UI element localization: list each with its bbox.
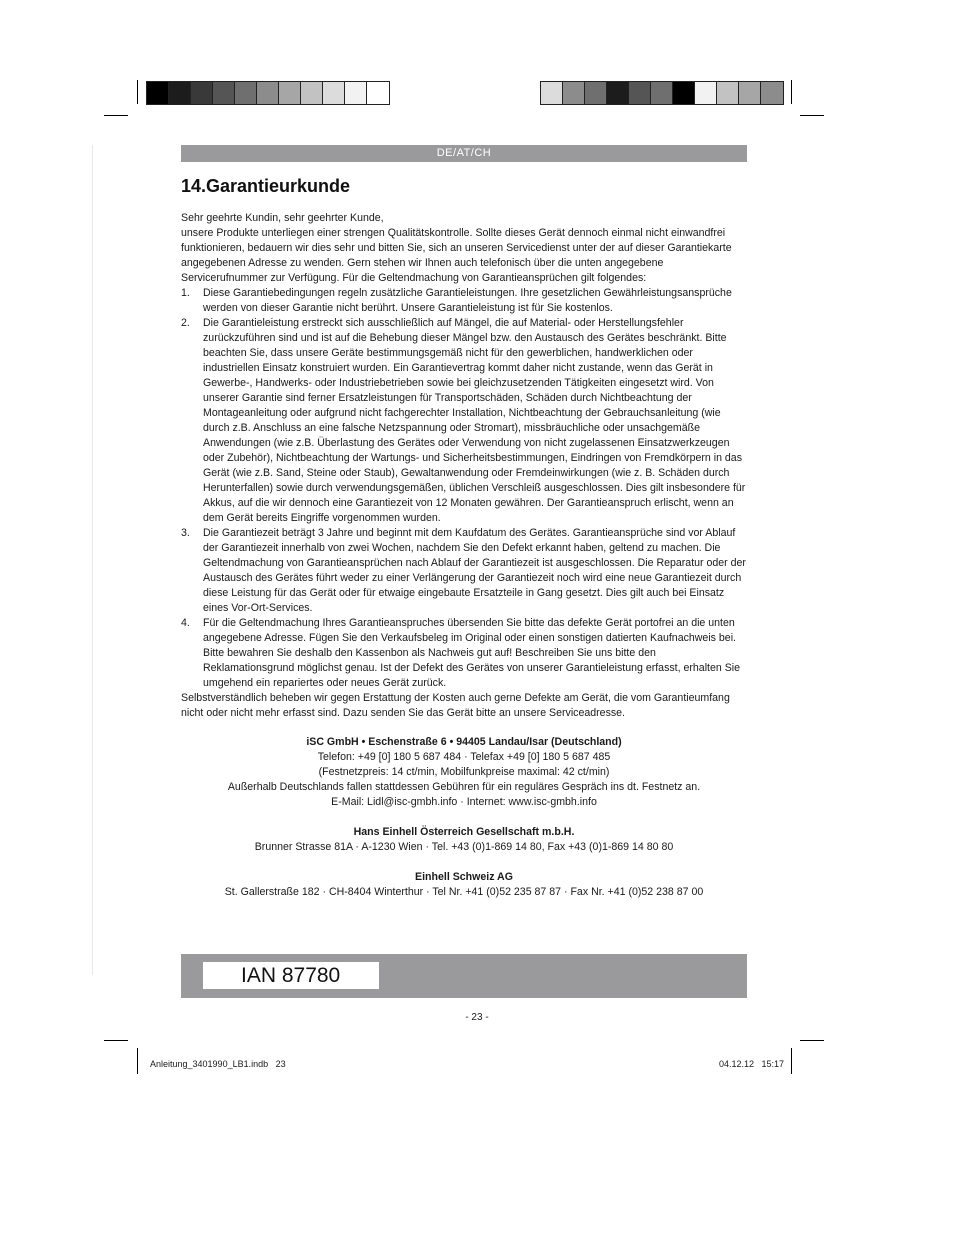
color-swatch (147, 82, 169, 104)
contact-einhell-austria (181, 825, 747, 855)
color-swatch (541, 82, 563, 104)
contact-line: Außerhalb Deutschlands fallen stattdessen Gebühren für ein reguläres Gespräch ins dt. Festnetz an. (227, 781, 701, 793)
crop-mark-top-left-v (137, 80, 138, 104)
list-text: Für die Geltendmachung Ihres Garantieanspruches übersenden Sie bitte das defekte Gerät portofrei an die unten angegebene Adresse. Fügen Sie den Verkaufsbeleg im Original oder einen sonstigen datierten Kaufnachweis bei. Bitte bewahren Sie deshalb den Kassenbon als Nachweis gut auf! Beschreiben Sie uns bitte den Reklamationsgrund möglichst genau. Ist der Defekt des Gerätes von unserer Garantieleistung erfasst, erhalten Sie umgehend ein repariertes oder neues Gerät zurück. (203, 617, 741, 689)
color-swatch (345, 82, 367, 104)
color-bar-right (540, 81, 784, 105)
color-swatch (651, 82, 673, 104)
color-swatch (213, 82, 235, 104)
service-contacts (181, 735, 747, 915)
greeting: Sehr geehrte Kundin, sehr geehrter Kunde, (181, 212, 384, 224)
list-number: 3. (181, 527, 190, 539)
crop-mark-bottom-left-h (104, 1040, 128, 1041)
list-text: Die Garantieleistung erstreckt sich ausschließlich auf Mängel, die auf Material- oder Herstellungsfehler zurückzuführen sind und ist auf die Behebung dieser Mängel bzw. den Austausch des Gerätes beschränkt. Bitte beachten Sie, dass unsere Geräte bestimmungsgemäß nicht für den gewerblichen, handwerklichen oder industriellen Einsatz konstruiert wurden. Ein Garantievertrag kommt daher nicht zustande, wenn das Gerät in Gewerbe-, Handwerks- oder Industriebetrieben sowie bei gleichzusetzenden Tätigkeiten eingesetzt wird. Von unserer Garantie sind ferner Ersatzleistungen für Transportschäden, Schäden durch Nichtbeachtung der Montageanleitung oder aufgrund nicht fachgerechter Installation, Nichtbeachtung der Gebrauchsanleitung (wie durch z.B. Anschluss an eine falsche Netzspannung oder Stromart), missbräuchliche oder unsachgemäße Anwendungen (wie z.B. Überlastung des Gerätes oder Verwendung von nicht zugelassenen Einsatzwerkzeugen oder Zubehör), Nichtbeachtung der Wartungs- und Sicherheitsbestimmungen, Eindringen von Fremdkörpern in das Gerät (wie z.B. Sand, Steine oder Staub), Gewaltanwendung oder Fremdeinwirkungen (wie z. B. Schäden durch Herunterfallen) sowie durch verwendungsgemäßen, üblichen Verschleiß ausgeschlossen. Dies gilt insbesondere für Akkus, auf die wir dennoch eine Garantiezeit von 12 Monaten gewähren. Der Garantieanspruch erlischt, wenn an dem Gerät bereits Eingriffe vorgenommen wurden. (203, 317, 746, 524)
contact-line: Telefon: +49 [0] 180 5 687 484 · Telefax +49 [0] 180 5 687 485 (317, 751, 611, 763)
crop-mark-bottom-left-v (137, 1048, 138, 1074)
crop-mark-bottom-right-h (800, 1040, 824, 1041)
contact-isc (181, 735, 747, 810)
company-name: Einhell Schweiz AG (415, 871, 513, 883)
color-swatch (367, 82, 389, 104)
list-item (181, 316, 747, 526)
margin-rule (92, 145, 93, 975)
list-text: Diese Garantiebedingungen regeln zusätzliche Garantieleistungen. Ihre gesetzlichen Gewährleistungsansprüche werden von dieser Garantie nicht berührt. Unsere Garantieleistung ist für Sie kostenlos. (203, 287, 732, 314)
closing-paragraph: Selbstverständlich beheben wir gegen Erstattung der Kosten auch gerne Defekte am Gerät, die vom Garantieumfang nicht oder nicht mehr erfasst sind. Dazu senden Sie das Gerät bitte an unsere Serviceadresse. (181, 692, 730, 719)
color-swatch (279, 82, 301, 104)
crop-mark-top-right-v (791, 80, 792, 104)
ian-number: IAN 87780 (203, 962, 379, 989)
list-number: 4. (181, 617, 190, 629)
color-swatch (585, 82, 607, 104)
company-name: Hans Einhell Österreich Gesellschaft m.b.H. (353, 826, 575, 838)
color-swatch (629, 82, 651, 104)
color-swatch (673, 82, 695, 104)
contact-line: St. Gallerstraße 182 · CH-8404 Winterthur · Tel Nr. +41 (0)52 235 87 87 · Fax Nr. +41 (0)52 238 87 00 (224, 886, 704, 898)
color-swatch (169, 82, 191, 104)
color-swatch (739, 82, 761, 104)
color-swatch (761, 82, 783, 104)
color-bar-left (146, 81, 390, 105)
list-item (181, 526, 747, 616)
crop-mark-top-right-h (800, 115, 824, 116)
color-swatch (695, 82, 717, 104)
section-title: 14.Garantieurkunde (181, 176, 351, 196)
footer-file-name: Anleitung_3401990_LB1.indb 23 (150, 1059, 286, 1069)
contact-line: E-Mail: Lidl@isc-gmbh.info · Internet: www.isc-gmbh.info (331, 796, 597, 808)
crop-mark-bottom-right-v (791, 1048, 792, 1074)
color-swatch (257, 82, 279, 104)
contact-einhell-switzerland (181, 870, 747, 900)
color-swatch (191, 82, 213, 104)
warranty-conditions-list (181, 286, 747, 691)
list-item (181, 616, 747, 691)
intro-paragraph: unsere Produkte unterliegen einer strengen Qualitätskontrolle. Sollte dieses Gerät dennoch einmal nicht einwandfrei funktionieren, bedauern wir dies sehr und bitten Sie, sich an unseren Servicedienst unter der auf dieser Garantiekarte angegebenen Adresse zu wenden. Gern stehen wir Ihnen auch telefonisch über die unten angegebene Servicerufnummer zur Verfügung. Für die Geltendmachung von Garantieansprüchen gilt folgendes: (181, 227, 732, 284)
contact-line: (Festnetzpreis: 14 ct/min, Mobilfunkpreise maximal: 42 ct/min) (318, 766, 610, 778)
ian-bar (181, 954, 747, 998)
page-number: - 23 - (465, 1012, 489, 1023)
color-swatch (301, 82, 323, 104)
color-swatch (607, 82, 629, 104)
list-number: 2. (181, 317, 190, 329)
color-swatch (717, 82, 739, 104)
warranty-text (181, 211, 747, 721)
footer-timestamp: 04.12.12 15:17 (718, 1059, 784, 1069)
crop-mark-top-left-h (104, 115, 128, 116)
color-swatch (235, 82, 257, 104)
company-name: iSC GmbH • Eschenstraße 6 • 94405 Landau/Isar (Deutschland) (306, 736, 622, 748)
color-swatch (563, 82, 585, 104)
list-text: Die Garantiezeit beträgt 3 Jahre und beginnt mit dem Kaufdatum des Gerätes. Garantieansprüche sind vor Ablauf der Garantiezeit innerhalb von zwei Wochen, nachdem Sie den Defekt erkannt haben, geltend zu machen. Die Geltendmachung von Garantieansprüchen nach Ablauf der Garantiezeit ist ausgeschlossen. Die Reparatur oder der Austausch des Gerätes führt weder zu einer Verlängerung der Garantiezeit noch wird eine neue Garantiezeit durch diese Leistung für das Gerät oder für etwaige eingebaute Ersatzteile in Gang gesetzt. Dies gilt auch bei Einsatz eines Vor-Ort-Services. (203, 527, 746, 614)
color-swatch (323, 82, 345, 104)
contact-line: Brunner Strasse 81A · A-1230 Wien · Tel. +43 (0)1-869 14 80, Fax +43 (0)1-869 14 80 80 (254, 841, 674, 853)
list-item (181, 286, 747, 316)
region-header-bar: DE/AT/CH (181, 145, 747, 162)
list-number: 1. (181, 287, 190, 299)
